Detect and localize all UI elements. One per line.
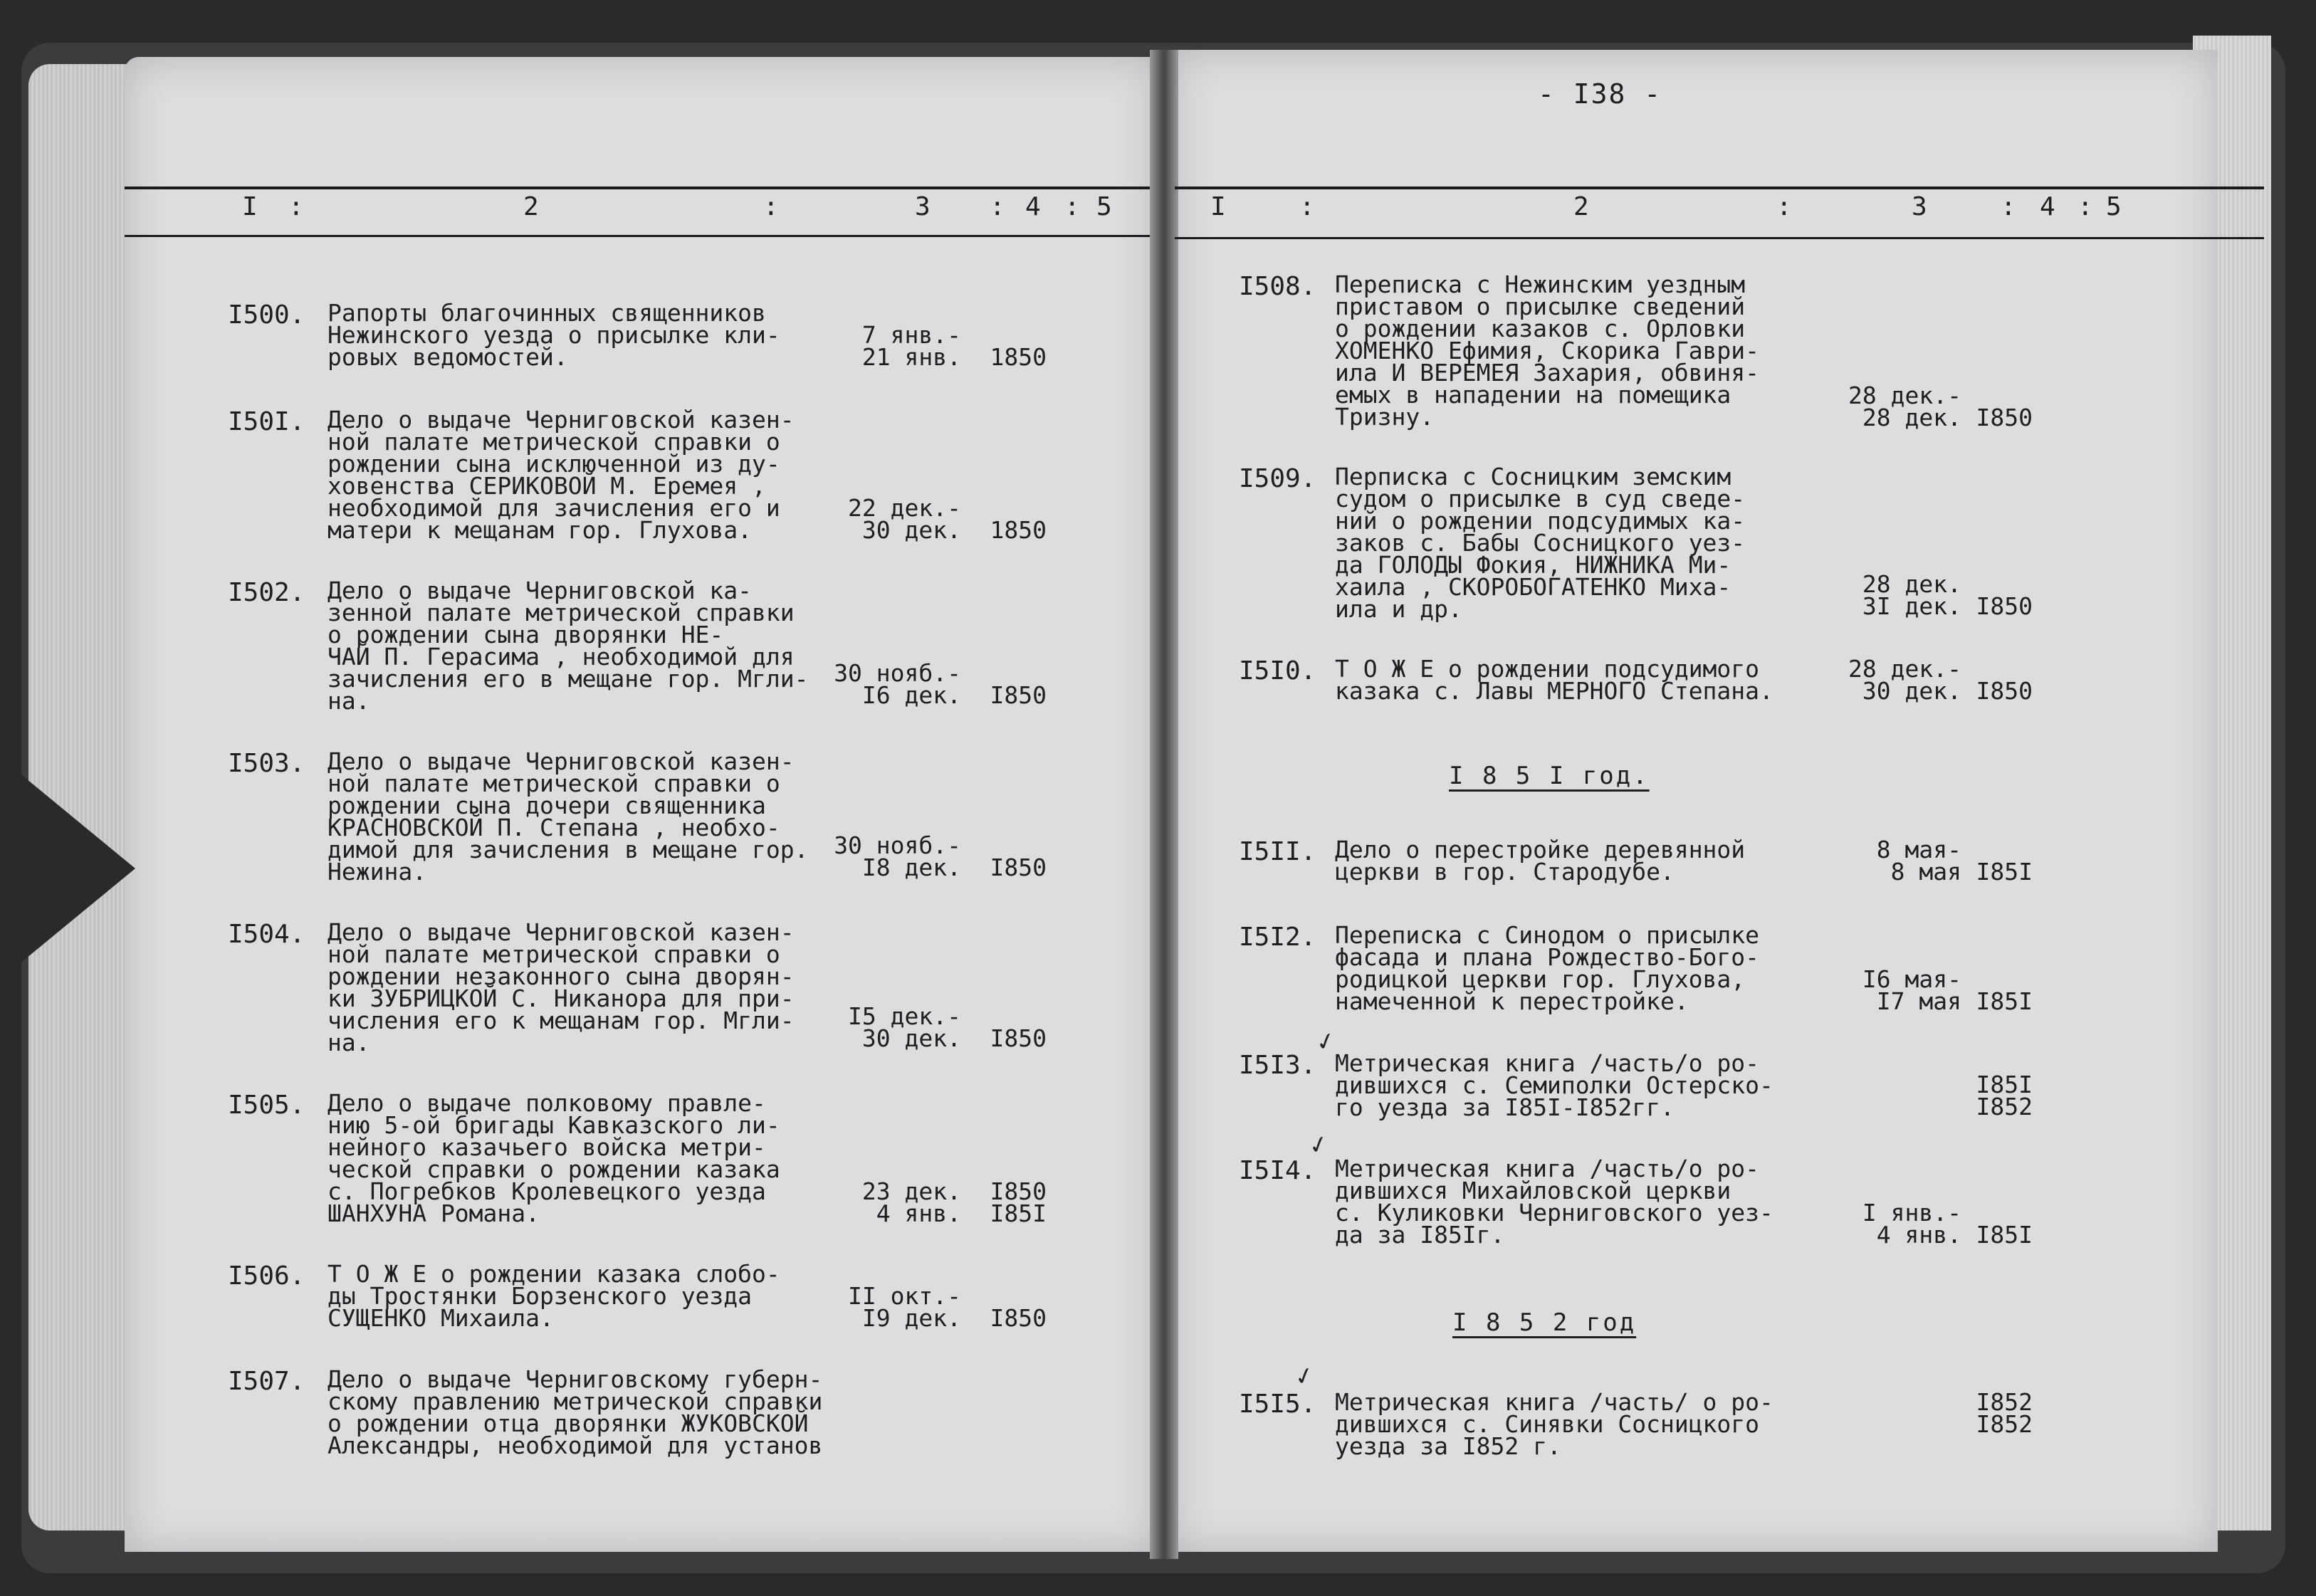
entry-year: I850 — [990, 854, 1047, 881]
entry-description: Дело о перестройке деревянной церкви в гор. Стародубе. — [1335, 836, 1746, 886]
entry-number: I503. — [228, 749, 305, 778]
book-gutter — [1150, 50, 1178, 1559]
entry-dates: 28 дек.- 30 дек. — [1848, 655, 1961, 705]
entry-year: I850 I85I — [990, 1177, 1047, 1227]
header-rule-top-right — [1175, 187, 2264, 189]
section-heading-1851: I 8 5 I год. — [1449, 762, 1650, 790]
entry-number: I5I4. — [1239, 1156, 1316, 1185]
col-header-right-sep3: : — [2001, 192, 2016, 221]
col-header-right-sep4: : — [2077, 192, 2093, 221]
entry-year: I850 — [990, 1024, 1047, 1052]
entry-dates: 8 мая- 8 мая — [1876, 836, 1961, 886]
entry-description: Дело о выдаче Черниговскому губерн- скому правлению метрической справки о рождении отца дворянки ЖУКОВСКОЙ Александры, необходимой для установ — [328, 1365, 823, 1459]
col-header-left-sep2: : — [763, 192, 779, 221]
entry-dates: I6 мая- I7 мая — [1862, 965, 1961, 1015]
entry-number: I509. — [1239, 464, 1316, 493]
col-header-left-2: 2 — [523, 192, 539, 221]
col-header-left-sep3: : — [990, 192, 1005, 221]
pencil-check-mark: ✓ — [1306, 1126, 1331, 1162]
col-header-right-5: 5 — [2106, 192, 2122, 221]
entry-dates: I янв.- 4 янв. — [1862, 1199, 1961, 1249]
entry-number: I5I5. — [1239, 1390, 1316, 1419]
entry-year: I85I — [1976, 987, 2033, 1015]
entry-number: I5I3. — [1239, 1051, 1316, 1080]
header-rule-top-left — [125, 187, 1150, 189]
col-header-right-sep2: : — [1776, 192, 1792, 221]
col-header-left-sep4: : — [1064, 192, 1080, 221]
entry-number: I505. — [228, 1091, 305, 1120]
header-rule-bottom-left — [125, 235, 1150, 237]
col-header-left-1: I — [242, 192, 258, 221]
entry-dates: 30 нояб.- I8 дек. — [834, 831, 961, 881]
entry-description: Метрическая книга /часть/о ро- дившихся с. Семиполки Остерско- го уезда за I85I-I852гг. — [1335, 1049, 1773, 1121]
entry-description: Дело о выдаче Черниговской казен- ной палате метрической справки о рождении сына дочери священника КРАСНОВСКОЙ П. Степана , необхо- димой для зачисления в мещане гор. Нежина. — [328, 747, 809, 886]
entry-number: I507. — [228, 1367, 305, 1396]
entry-dates: 30 нояб.- I6 дек. — [834, 659, 961, 709]
entry-year: I850 — [1976, 677, 2033, 705]
entry-description: Переписка с Нежинским уездным приставом о присылке сведений о рождении казаков с. Орловки ХОМЕНКО Ефимия, Скорика Гаври- ила И ВЕРЕМЕЯ Захария, обвиня- емых в нападении на помещика Тризну. — [1335, 271, 1760, 431]
pencil-check-mark: ✓ — [1313, 1023, 1338, 1059]
col-header-right-3: 3 — [1912, 192, 1927, 221]
entry-description: Рапорты благочинных священников Нежинского уезда о присылке кли- ровых ведомостей. — [328, 299, 780, 371]
entry-number: I5I2. — [1239, 923, 1316, 952]
entry-dates: 22 дек.- 30 дек. — [848, 494, 961, 544]
entry-number: I50I. — [228, 407, 305, 436]
entry-year: 1850 — [990, 343, 1047, 371]
col-header-left-sep1: : — [288, 192, 304, 221]
page-number: - I38 - — [1538, 78, 1662, 110]
entry-description: Дело о выдаче Черниговской казен- ной палате метрической справки о рождении незаконного сына дворян- ки ЗУБРИЦКОЙ С. Никанора для при- числения его к мещанам гор. Мгли- на. — [328, 918, 795, 1056]
col-header-right-sep1: : — [1299, 192, 1315, 221]
entry-year: 1850 — [990, 516, 1047, 544]
entry-number: I5II. — [1239, 837, 1316, 866]
entry-number: I506. — [228, 1261, 305, 1291]
col-header-left-3: 3 — [915, 192, 931, 221]
pencil-check-mark: ✓ — [1291, 1358, 1316, 1393]
entry-description: Т О Ж Е о рождении подсудимого казака с. Лавы МЕРНОГО Степана. — [1335, 655, 1773, 705]
entry-description: Дело о выдаче Черниговской казен- ной палате метрической справки о рождении сына исключенной из ду- ховенства СЕРИКОВОЙ М. Еремея , необходимой для зачисления его и матери к мещанам гор. Глухова. — [328, 406, 795, 544]
entry-year: I85I I852 — [1976, 1071, 2033, 1120]
section-heading-1852: I 8 5 2 год — [1452, 1308, 1637, 1337]
entry-dates: II окт.- I9 дек. — [848, 1282, 961, 1332]
col-header-left-4: 4 — [1025, 192, 1041, 221]
entry-description: Т О Ж Е о рождении казака слобо- ды Тростянки Борзенского уезда СУЩЕНКО Михаила. — [328, 1260, 780, 1332]
entry-number: I508. — [1239, 272, 1316, 301]
entry-description: Переписка с Синодом о присылке фасада и плана Рождество-Бого- родицкой церкви гор. Глухова, намеченной к перестройке. — [1335, 921, 1760, 1015]
entry-description: Метрическая книга /часть/о ро- дившихся Михайловской церкви с. Куликовки Черниговского уез- да за I85Iг. — [1335, 1155, 1773, 1249]
col-header-right-2: 2 — [1573, 192, 1589, 221]
col-header-right-4: 4 — [2040, 192, 2055, 221]
header-rule-bottom-right — [1175, 237, 2264, 239]
entry-year: I850 — [990, 1304, 1047, 1332]
entry-dates: 7 янв.- 21 янв. — [861, 321, 961, 371]
page-tear — [14, 769, 135, 968]
entry-dates: 23 дек. 4 янв. — [861, 1177, 961, 1227]
entry-number: I5I0. — [1239, 656, 1316, 686]
entry-year: I850 — [1976, 404, 2033, 431]
entry-description: Перписка с Сосницким земским судом о присылке в суд сведе- ний о рождении подсудимых ка- заков с. Бабы Сосницкого уез- да ГОЛОДЫ Фокия, НИЖНИКА Ми- хаила , СКОРОБОГАТЕНКО Миха- ила и др. — [1335, 463, 1746, 623]
entry-dates: 28 дек.- 28 дек. — [1848, 382, 1961, 431]
entry-year: I850 — [1976, 592, 2033, 620]
col-header-left-5: 5 — [1096, 192, 1112, 221]
entry-description: Дело о выдаче полковому правле- нию 5-ой бригады Кавказского ли- нейного казачьего войска метри- ческой справки о рождении казака с. Погребков Кролевецкого уезда ШАНХУНА Романа. — [328, 1089, 780, 1227]
entry-description: Дело о выдаче Черниговской ка- зенной палате метрической справки о рождении сына дворянки НЕ- ЧАЙ П. Герасима , необходимой для зачисления его в мещане гор. Мгли- на. — [328, 577, 809, 715]
entry-number: I500. — [228, 300, 305, 330]
entry-dates: I5 дек.- 30 дек. — [848, 1002, 961, 1052]
entry-number: I502. — [228, 578, 305, 607]
entry-year: I852 I852 — [1976, 1388, 2033, 1438]
entry-year: I850 — [990, 681, 1047, 709]
entry-year: I85I — [1976, 858, 2033, 886]
entry-number: I504. — [228, 920, 305, 949]
entry-description: Метрическая книга /часть/ о ро- дившихся с. Синявки Сосницкого уезда за I852 г. — [1335, 1388, 1773, 1460]
entry-dates: 28 дек. 3I дек. — [1862, 570, 1961, 620]
entry-year: I85I — [1976, 1221, 2033, 1249]
col-header-right-1: I — [1210, 192, 1226, 221]
